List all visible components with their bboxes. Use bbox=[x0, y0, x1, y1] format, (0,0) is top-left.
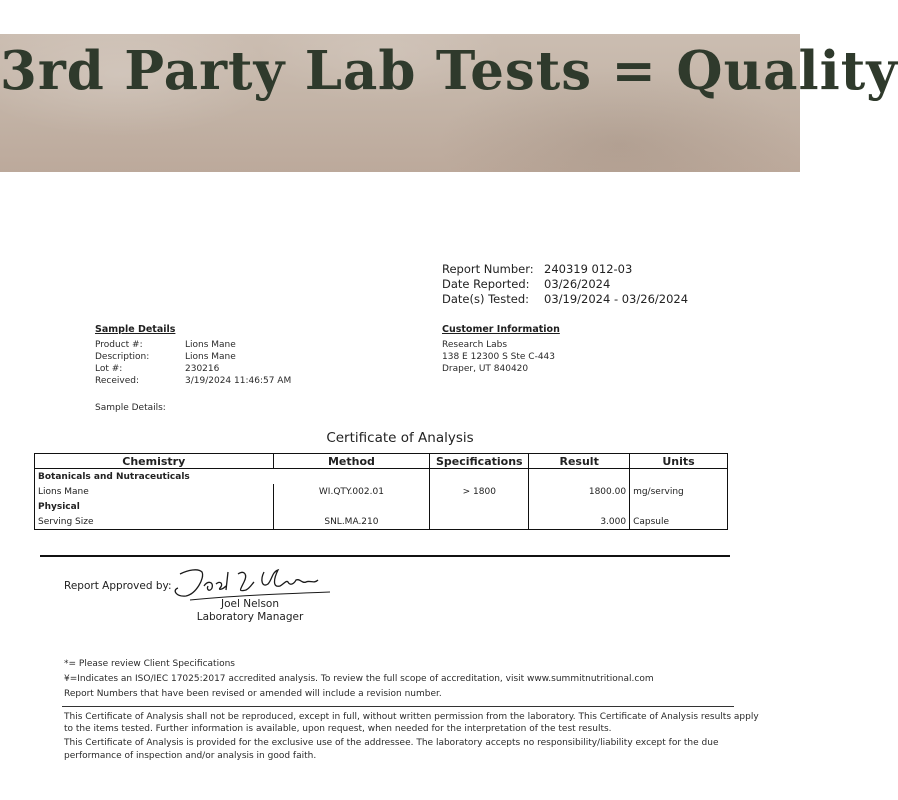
approved-by-label: Report Approved by: bbox=[64, 580, 172, 592]
customer-line: Research Labs bbox=[442, 340, 508, 350]
date-reported-value: 03/26/2024 bbox=[544, 277, 611, 291]
sample-value: Lions Mane bbox=[185, 352, 236, 362]
customer-info-heading: Customer Information bbox=[442, 324, 560, 335]
divider bbox=[62, 706, 734, 707]
spec-cell bbox=[430, 514, 529, 530]
marble-banner bbox=[0, 34, 898, 172]
column-header: Method bbox=[273, 454, 430, 469]
report-number-label: Report Number: bbox=[442, 262, 534, 276]
units-cell: Capsule bbox=[630, 514, 728, 530]
section-name: Physical bbox=[35, 499, 274, 514]
sample-value: Lions Mane bbox=[185, 340, 236, 350]
sample-details-label: Sample Details: bbox=[95, 403, 166, 413]
disclaimer-line: performance of inspection and/or analysis in good faith. bbox=[64, 751, 317, 761]
disclaimer-line: This Certificate of Analysis is provided for the exclusive use of the addressee. The laboratory accepts no responsibility/liability except for the due bbox=[64, 738, 719, 748]
table-header-row bbox=[35, 454, 728, 469]
units-cell: mg/serving bbox=[630, 484, 728, 499]
column-header: Units bbox=[630, 454, 728, 469]
banner-title: 3rd Party Lab Tests = Quality bbox=[0, 40, 898, 102]
section-row bbox=[35, 499, 728, 514]
dates-tested-label: Date(s) Tested: bbox=[442, 292, 530, 306]
sample-details-heading: Sample Details bbox=[95, 324, 176, 335]
approver-name: Joel Nelson bbox=[220, 598, 280, 610]
note-line: *= Please review Client Specifications bbox=[64, 659, 235, 669]
table-row bbox=[35, 514, 728, 530]
column-header: Specifications bbox=[430, 454, 529, 469]
method-cell: WI.QTY.002.01 bbox=[273, 484, 430, 499]
sample-label: Received: bbox=[95, 376, 139, 386]
result-cell: 3.000 bbox=[529, 514, 630, 530]
spec-cell: > 1800 bbox=[430, 484, 529, 499]
coa-title: Certificate of Analysis bbox=[326, 430, 474, 446]
result-cell: 1800.00 bbox=[529, 484, 630, 499]
disclaimer-line: to the items tested. Further information is available, upon request, when needed for the interpretation of the test results. bbox=[64, 724, 612, 734]
sample-label: Lot #: bbox=[95, 364, 123, 374]
sample-value: 3/19/2024 11:46:57 AM bbox=[185, 376, 292, 386]
section-name: Botanicals and Nutraceuticals bbox=[35, 469, 274, 485]
divider bbox=[40, 555, 730, 557]
date-reported-label: Date Reported: bbox=[442, 277, 530, 291]
approver-title: Laboratory Manager bbox=[196, 611, 304, 623]
column-header: Chemistry bbox=[35, 454, 274, 469]
section-row bbox=[35, 469, 728, 485]
disclaimer-line: This Certificate of Analysis shall not be reproduced, except in full, without written permission from the laboratory. This Certificate of Analysis results apply bbox=[64, 712, 759, 722]
note-line: Report Numbers that have been revised or amended will include a revision number. bbox=[64, 689, 442, 699]
method-cell: SNL.MA.210 bbox=[273, 514, 430, 530]
column-header: Result bbox=[529, 454, 630, 469]
sample-label: Description: bbox=[95, 352, 150, 362]
customer-line: 138 E 12300 S Ste C-443 bbox=[442, 352, 556, 362]
report-number-value: 240319 012-03 bbox=[544, 262, 633, 276]
chemistry-cell: Serving Size bbox=[35, 514, 274, 530]
coa-table bbox=[34, 453, 728, 530]
customer-line: Draper, UT 840420 bbox=[442, 364, 529, 374]
table-row bbox=[35, 484, 728, 499]
dates-tested-value: 03/19/2024 - 03/26/2024 bbox=[544, 292, 689, 306]
chemistry-cell: Lions Mane bbox=[35, 484, 274, 499]
sample-label: Product #: bbox=[95, 340, 143, 350]
sample-value: 230216 bbox=[185, 364, 220, 374]
note-line: ¥=Indicates an ISO/IEC 17025:2017 accredited analysis. To review the full scope of accreditation, visit www.summitnutritional.com bbox=[64, 674, 654, 684]
